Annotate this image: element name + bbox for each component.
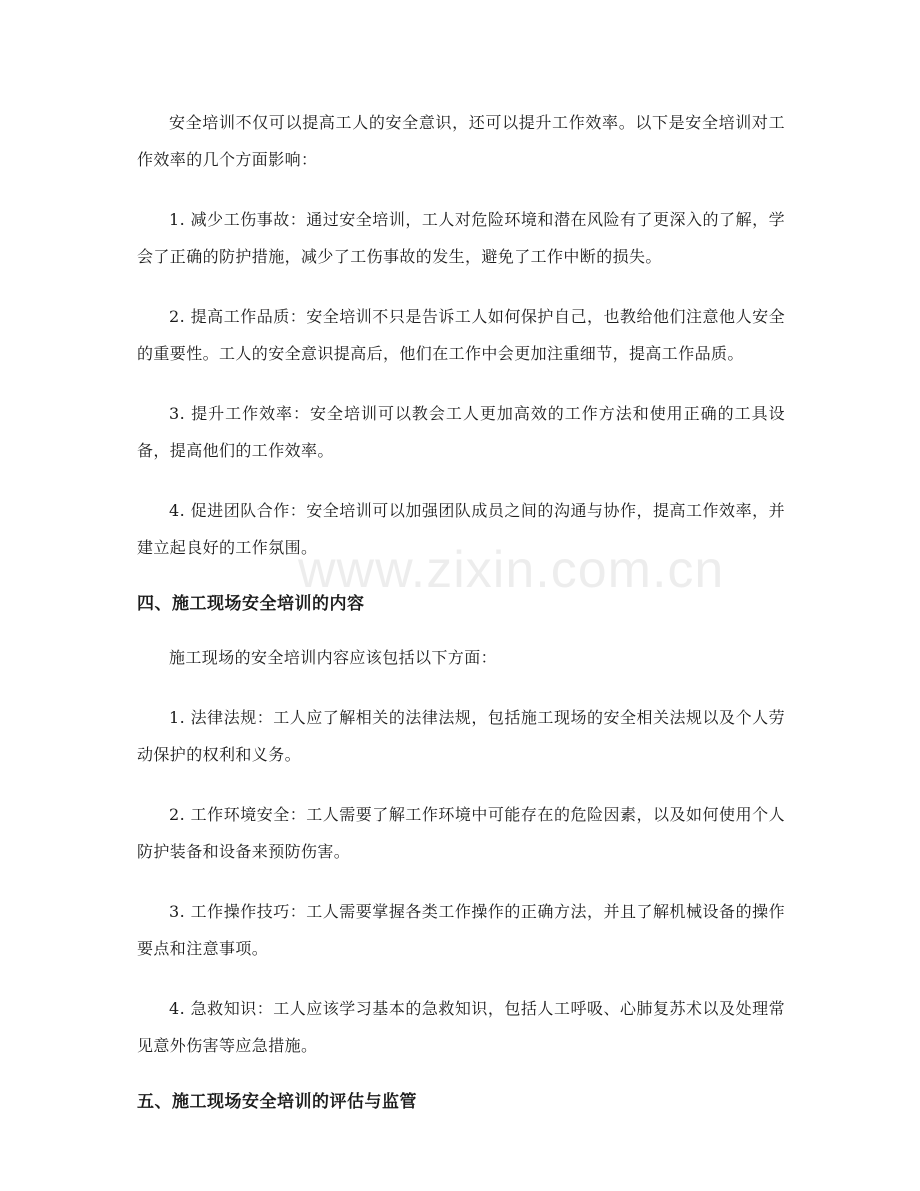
section-heading-evaluation: 五、施工现场安全培训的评估与监管	[137, 1092, 417, 1112]
list-item-improve-efficiency: 3. 提升工作效率：安全培训可以教会工人更加高效的工作方法和使用正确的工具设备，提高他们的工作效率。	[137, 404, 785, 460]
list-item-environment-safety: 2. 工作环境安全：工人需要了解工作环境中可能存在的危险因素，以及如何使用个人防护装备和设备来预防伤害。	[137, 805, 785, 861]
list-item-improve-quality: 2. 提高工作品质：安全培训不只是告诉工人如何保护自己，也教给他们注意他人安全的重要性。工人的安全意识提高后，他们在工作中会更加注重细节，提高工作品质。	[137, 307, 785, 363]
list-item-reduce-injuries: 1. 减少工伤事故：通过安全培训，工人对危险环境和潜在风险有了更深入的了解，学会了正确的防护措施，减少了工伤事故的发生，避免了工作中断的损失。	[137, 210, 785, 266]
list-item-first-aid: 4. 急救知识：工人应该学习基本的急救知识，包括人工呼吸、心肺复苏术以及处理常见意外伤害等应急措施。	[137, 999, 785, 1055]
list-item-teamwork: 4. 促进团队合作：安全培训可以加强团队成员之间的沟通与协作，提高工作效率，并建立起良好的工作氛围。	[137, 501, 785, 557]
intro-paragraph: 安全培训不仅可以提高工人的安全意识，还可以提升工作效率。以下是安全培训对工作效率的几个方面影响：	[137, 113, 785, 169]
list-item-laws: 1. 法律法规：工人应了解相关的法律法规，包括施工现场的安全相关法规以及个人劳动保护的权利和义务。	[137, 708, 785, 764]
section-heading-training-content: 四、施工现场安全培训的内容	[137, 594, 365, 614]
watermark: www.zixin.com.cn	[298, 541, 725, 599]
content-intro-paragraph: 施工现场的安全培训内容应该包括以下方面：	[169, 648, 498, 667]
list-item-operation-skills: 3. 工作操作技巧：工人需要掌握各类工作操作的正确方法，并且了解机械设备的操作要点和注意事项。	[137, 902, 785, 958]
document-body	[137, 104, 785, 1137]
